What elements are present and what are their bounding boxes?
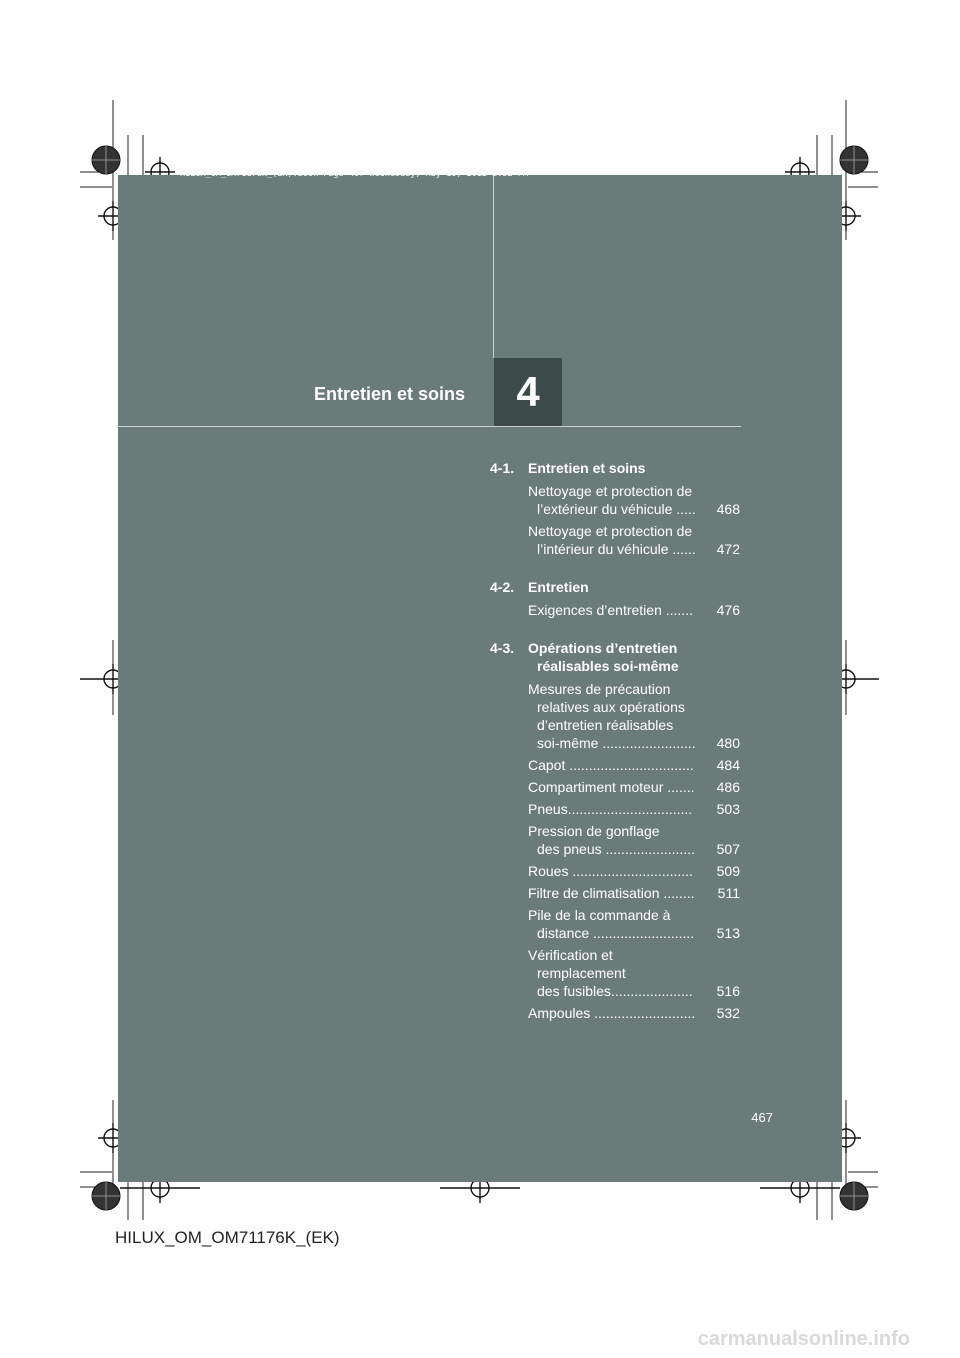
toc-entry-title: Vérification et remplacement des fusibles.....................	[528, 947, 693, 999]
toc-section-title: Entretien	[528, 579, 589, 595]
toc-entry-page: 503	[716, 801, 740, 817]
toc-section-title: Opérations d’entretien réalisables soi-même	[528, 640, 679, 674]
toc-entry[interactable]	[528, 601, 740, 619]
toc-entry-title: Pile de la commande à distance ..........................	[528, 907, 695, 941]
toc-entry-page: 468	[716, 501, 740, 517]
toc-entry[interactable]	[528, 756, 740, 774]
toc-entry-page: 511	[717, 885, 740, 901]
toc-section	[490, 639, 740, 1022]
document-code: HILUX_OM_OM71176K_(EK)	[115, 1228, 340, 1247]
header-vertical-rule	[493, 175, 494, 358]
toc-section-number: 4-3.	[490, 640, 515, 656]
toc-section-heading	[490, 578, 740, 596]
chapter-number: 4	[516, 368, 540, 415]
table-of-contents	[490, 459, 740, 1042]
toc-section-number: 4-1.	[490, 460, 515, 476]
toc-entry-title: Exigences d’entretien .......	[528, 602, 693, 618]
toc-entry[interactable]	[528, 522, 740, 558]
toc-entry-page: 516	[716, 983, 740, 999]
toc-entry-page: 532	[716, 1005, 740, 1021]
toc-section-title: Entretien et soins	[528, 460, 646, 476]
toc-entry[interactable]	[528, 680, 740, 752]
toc-entry-title: Roues ...............................	[528, 863, 693, 879]
toc-entry[interactable]	[528, 946, 740, 1000]
toc-entry-page: 513	[716, 925, 740, 941]
chapter-number-box	[494, 358, 562, 426]
header-rule	[118, 426, 741, 427]
toc-entry[interactable]	[528, 482, 740, 518]
toc-entry[interactable]	[528, 884, 740, 902]
toc-section-number: 4-2.	[490, 579, 515, 595]
chapter-title: Entretien et soins	[313, 384, 465, 404]
toc-entry-title: Pression de gonflage des pneus .......................	[528, 823, 695, 857]
toc-entry[interactable]	[528, 862, 740, 880]
toc-entry-title: Compartiment moteur .......	[528, 779, 695, 795]
toc-section	[490, 578, 740, 619]
toc-entry-page: 480	[716, 735, 740, 751]
toc-entry-page: 484	[716, 757, 740, 773]
toc-entry[interactable]	[528, 1004, 740, 1022]
toc-entry-title: Filtre de climatisation ........	[528, 885, 695, 901]
toc-section-heading	[490, 459, 740, 477]
toc-entry[interactable]	[528, 906, 740, 942]
toc-entry[interactable]	[528, 800, 740, 818]
toc-entry-title: Mesures de précaution relatives aux opérations d’entretien réalisables soi-même ........................	[528, 681, 696, 751]
toc-entry-page: 507	[716, 841, 740, 857]
toc-entry-page: 472	[716, 541, 740, 557]
toc-entry-page: 509	[716, 863, 740, 879]
toc-entry[interactable]	[528, 822, 740, 858]
watermark: carmanualsonline.info	[697, 1328, 910, 1350]
toc-entry[interactable]	[528, 778, 740, 796]
toc-entry-title: Nettoyage et protection de l’extérieur du véhicule .....	[528, 483, 696, 517]
toc-entry-title: Capot ................................	[528, 757, 694, 773]
toc-entry-title: Ampoules ..........................	[528, 1005, 696, 1021]
toc-entry-title: Pneus................................	[528, 801, 693, 817]
book-stamp: HILUX_OM_OM71176K_(EK).book Page 467 Wednesday, May 16, 2012 2:32 PM	[180, 169, 528, 179]
toc-entry-page: 476	[716, 602, 740, 618]
toc-section-heading	[490, 639, 740, 675]
toc-section	[490, 459, 740, 558]
page-number: 467	[751, 1110, 773, 1125]
toc-entry-title: Nettoyage et protection de l’intérieur du véhicule ......	[528, 523, 696, 557]
toc-entry-page: 486	[716, 779, 740, 795]
